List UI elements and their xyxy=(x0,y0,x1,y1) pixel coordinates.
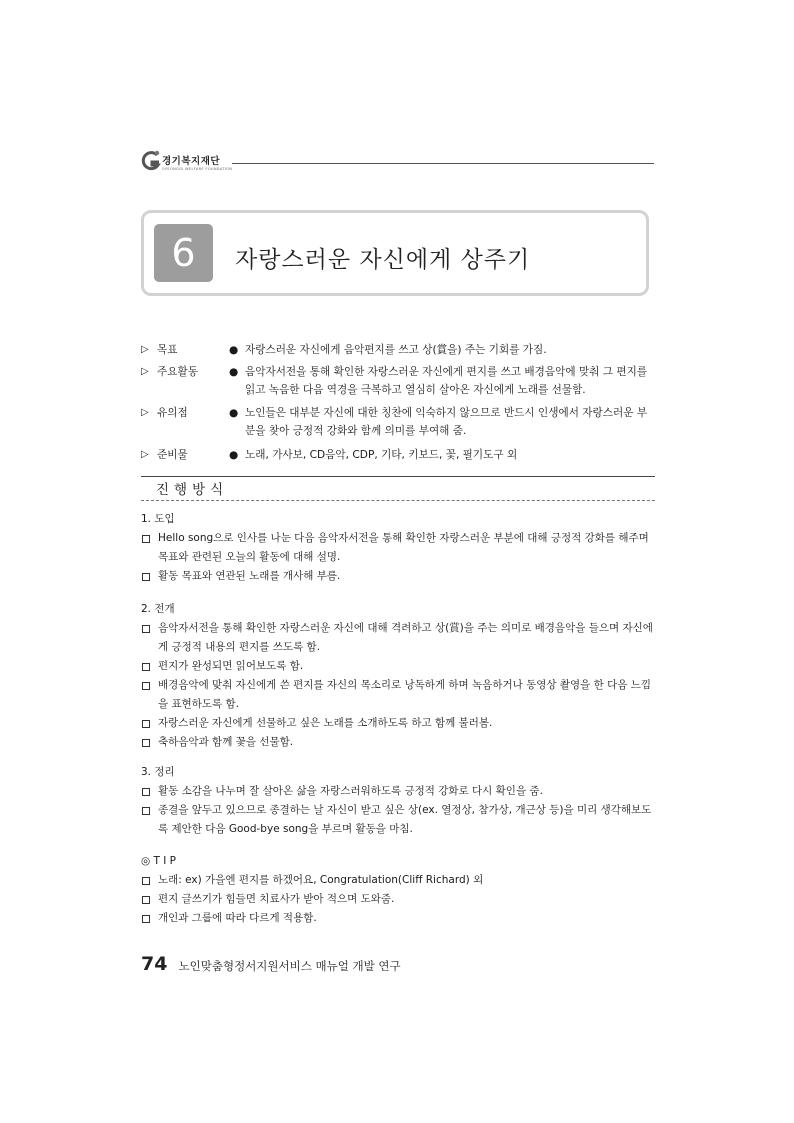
checkbox-icon xyxy=(142,896,150,904)
overview-label: 준비물 xyxy=(157,449,188,461)
list-item: 편지가 완성되면 읽어보도록 함. xyxy=(141,657,655,676)
section-heading xyxy=(141,478,655,502)
checkbox-icon xyxy=(142,788,150,796)
overview-row-activity xyxy=(141,363,656,399)
overview-text: 노래, 가사보, CD음악, CDP, 기타, 키보드, 꽃, 필기도구 외 xyxy=(245,449,518,461)
bullet-icon: ● xyxy=(229,407,239,419)
checkbox-icon xyxy=(142,720,150,728)
list-item: 활동 소감을 나누며 잘 살아온 삶을 자랑스러워하도록 긍정적 강화로 다시 확인을 줌. xyxy=(141,782,655,801)
chapter-title: 자랑스러운 자신에게 상주기 xyxy=(235,247,531,273)
overview-label: 주요활동 xyxy=(157,366,198,378)
triangle-icon: ▷ xyxy=(141,449,149,460)
list-item: 배경음악에 맞춰 자신에게 쓴 편지를 자신의 목소리로 낭독하게 하며 녹음하거나 동영상 촬영을 한 다음 느낌을 표현하도록 함. xyxy=(141,676,655,714)
list-item: 종결을 앞두고 있으므로 종결하는 날 자신이 받고 싶은 상(ex. 열정상, 참가상, 개근상 등)을 미리 생각해보도록 제안한 다음 Good-bye song을 부르며 활동을 마침. xyxy=(141,801,655,839)
checkbox-icon xyxy=(142,877,150,885)
step-heading: 2. 전개 xyxy=(141,603,175,615)
checkbox-icon xyxy=(142,739,150,747)
page-number: 74 xyxy=(141,953,168,975)
overview-row-caution xyxy=(141,404,656,440)
bullet-icon: ● xyxy=(229,449,239,461)
checkbox-icon xyxy=(142,573,150,581)
overview-text: 노인들은 대부분 자신에 대한 칭찬에 익숙하지 않으므로 반드시 인생에서 자랑스러운 부분을 찾아 긍정적 강화와 함께 의미를 부여해 줌. xyxy=(245,407,648,437)
step-development xyxy=(141,600,655,752)
checkbox-icon xyxy=(142,807,150,815)
step-wrapup xyxy=(141,763,655,839)
list-item: Hello song으로 인사를 나눈 다음 음악자서전을 통해 확인한 자랑스러운 부분에 대해 긍정적 강화를 해주며 목표와 관련된 오늘의 활동에 대해 설명. xyxy=(141,529,655,567)
triangle-icon: ▷ xyxy=(141,366,149,377)
foundation-logo-icon xyxy=(140,150,162,172)
list-item: 활동 목표와 연관된 노래를 개사해 부름. xyxy=(141,567,655,586)
section-top-rule xyxy=(141,476,655,477)
checkbox-icon xyxy=(142,625,150,633)
list-item: 편지 글쓰기가 힘들면 치료사가 받아 적으며 도와줌. xyxy=(141,890,655,909)
list-item: 축하음악과 함께 꽃을 선물함. xyxy=(141,733,655,752)
list-item: 노래: ex) 가을엔 편지를 하겠어요, Congratulation(Cliff Richard) 외 xyxy=(141,871,655,890)
overview-label: 유의점 xyxy=(157,407,188,419)
section-dashed-rule xyxy=(141,500,655,501)
step-heading: 1. 도입 xyxy=(141,513,175,525)
step-heading: 3. 정리 xyxy=(141,766,175,778)
section-title: 진행방식 xyxy=(156,482,229,498)
tip-heading: ◎ T I P xyxy=(141,855,177,867)
tip-block xyxy=(141,852,655,928)
document-title: 노인맞춤형정서지원서비스 매뉴얼 개발 연구 xyxy=(178,959,401,973)
bullet-icon: ● xyxy=(229,344,239,356)
step-intro xyxy=(141,510,655,586)
org-subtitle: GYEONGGI WELFARE FOUNDATION xyxy=(162,167,233,171)
overview-label: 목표 xyxy=(157,344,178,356)
checkbox-icon xyxy=(142,682,150,690)
list-item: 음악자서전을 통해 확인한 자랑스러운 자신에 대해 격려하고 상(賞)을 주는 의미로 배경음악을 들으며 자신에게 긍정적 내용의 편지를 쓰도록 함. xyxy=(141,619,655,657)
header-rule xyxy=(232,163,654,164)
bullet-icon: ● xyxy=(229,366,239,378)
overview-row-materials xyxy=(141,446,656,464)
triangle-icon: ▷ xyxy=(141,344,149,355)
overview-text: 음악자서전을 통해 확인한 자랑스러운 자신에게 편지를 쓰고 배경음악에 맞춰 그 편지를 읽고 녹음한 다음 역경을 극복하고 열심히 살아온 자신에게 노래를 선물함. xyxy=(245,366,648,396)
checkbox-icon xyxy=(142,535,150,543)
triangle-icon: ▷ xyxy=(141,407,149,418)
page-header xyxy=(140,150,654,178)
overview-text: 자랑스러운 자신에게 음악편지를 쓰고 상(賞을) 주는 기회를 가짐. xyxy=(245,344,547,356)
chapter-number: 6 xyxy=(154,224,213,282)
org-name: 경기복지재단 xyxy=(162,156,221,167)
chapter-title-box xyxy=(141,210,649,296)
checkbox-icon xyxy=(142,915,150,923)
list-item: 자랑스러운 자신에게 선물하고 싶은 노래를 소개하도록 하고 함께 불러봄. xyxy=(141,714,655,733)
page-footer xyxy=(141,953,401,975)
list-item: 개인과 그룹에 따라 다르게 적용함. xyxy=(141,909,655,928)
overview-row-goal xyxy=(141,341,656,359)
checkbox-icon xyxy=(142,663,150,671)
